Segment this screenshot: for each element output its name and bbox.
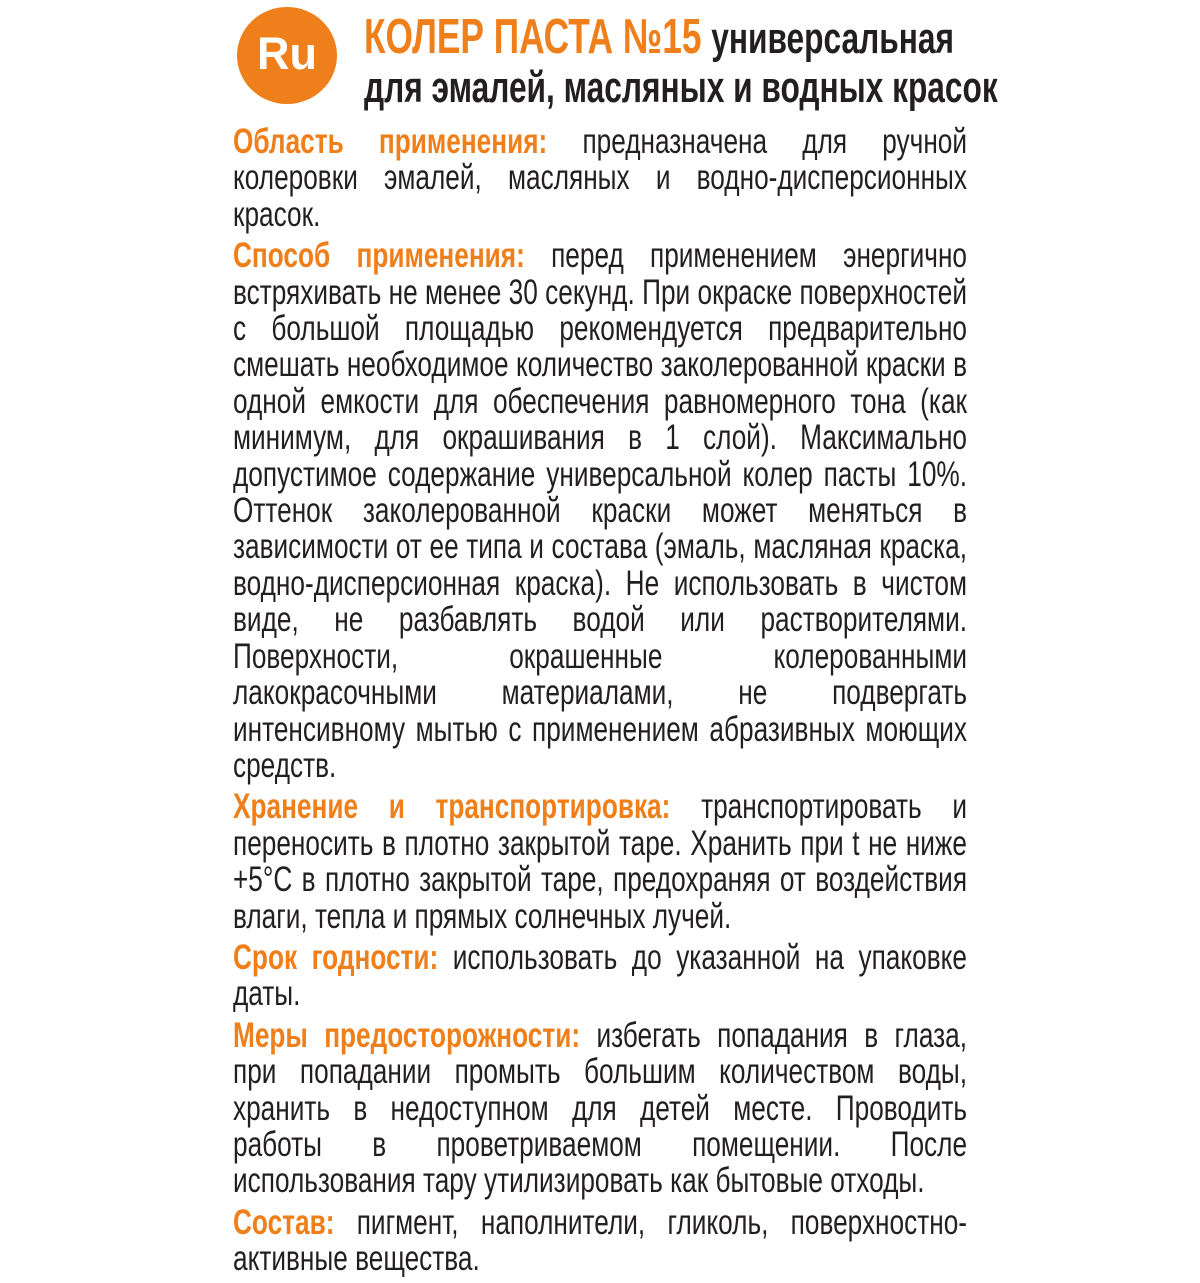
product-subtitle: для эмалей, масляных и водных красок bbox=[364, 63, 998, 112]
section-shelf-life bbox=[233, 937, 968, 1014]
section-heading: Срок годности: bbox=[233, 937, 439, 977]
section-heading: Хранение и транспортировка: bbox=[233, 787, 671, 827]
ru-badge-text: Ru bbox=[257, 28, 317, 79]
section-storage-transport bbox=[233, 789, 967, 935]
section-usage-method bbox=[233, 238, 967, 784]
section-body: избегать попадания в глаза, при попадании промыть большим количеством воды, хранить в недоступном для детей месте. Проводить работы в проветриваемом помещении. После использования тару утилизировать как бытовые отходы. bbox=[233, 1015, 968, 1201]
section-body: перед применением энергично встряхивать не менее 30 секунд. При окраске поверхностей с большой площадью рекомендуется предварительно смешать необходимое количество заколерованной краски в одной емкости для обеспечения равномерного тона (как минимум, для окрашивания в 1 слой). Максимально допустимое содержание универсальной колер пасты 10%. Оттенок заколерованной краски может меняться в зависимости от ее типа и состава (эмаль, масляная краска, водно-дисперсионная краска). Не использовать в чистом виде, не разбавлять водой или растворителями. Поверхности, окрашенные колерованными лакокрасочными материалами, не подвергать интенсивному мытью с применением абразивных моющих средств. bbox=[233, 236, 968, 785]
ru-language-badge-icon bbox=[237, 7, 337, 104]
section-precautions bbox=[233, 1015, 968, 1201]
section-body: пигмент, наполнители, гликоль, поверхностно-активные вещества. bbox=[233, 1202, 968, 1279]
product-title-qualifier: универсальная bbox=[711, 14, 954, 63]
section-heading: Область применения: bbox=[233, 122, 548, 161]
product-title-line bbox=[364, 12, 998, 64]
section-heading: Состав: bbox=[233, 1202, 335, 1242]
product-title: КОЛЕР ПАСТА №15 bbox=[364, 10, 702, 64]
section-body: транспортировать и переносить в плотно закрытой таре. Хранить при t не ниже +5°С в плотно закрытой таре, предохраняя от воздействия влаги, тепла и прямых солнечных лучей. bbox=[233, 787, 968, 936]
header bbox=[364, 12, 998, 111]
section-application-area bbox=[233, 124, 967, 233]
section-body: предназначена для ручной колеровки эмалей, масляных и водно-дисперсионных красок. bbox=[233, 122, 968, 234]
section-body: использовать до указанной на упаковке даты. bbox=[233, 937, 968, 1014]
section-heading: Меры предосторожности: bbox=[233, 1015, 581, 1055]
section-heading: Способ применения: bbox=[233, 236, 525, 276]
label-text-content bbox=[233, 124, 967, 1283]
section-composition bbox=[233, 1202, 968, 1279]
